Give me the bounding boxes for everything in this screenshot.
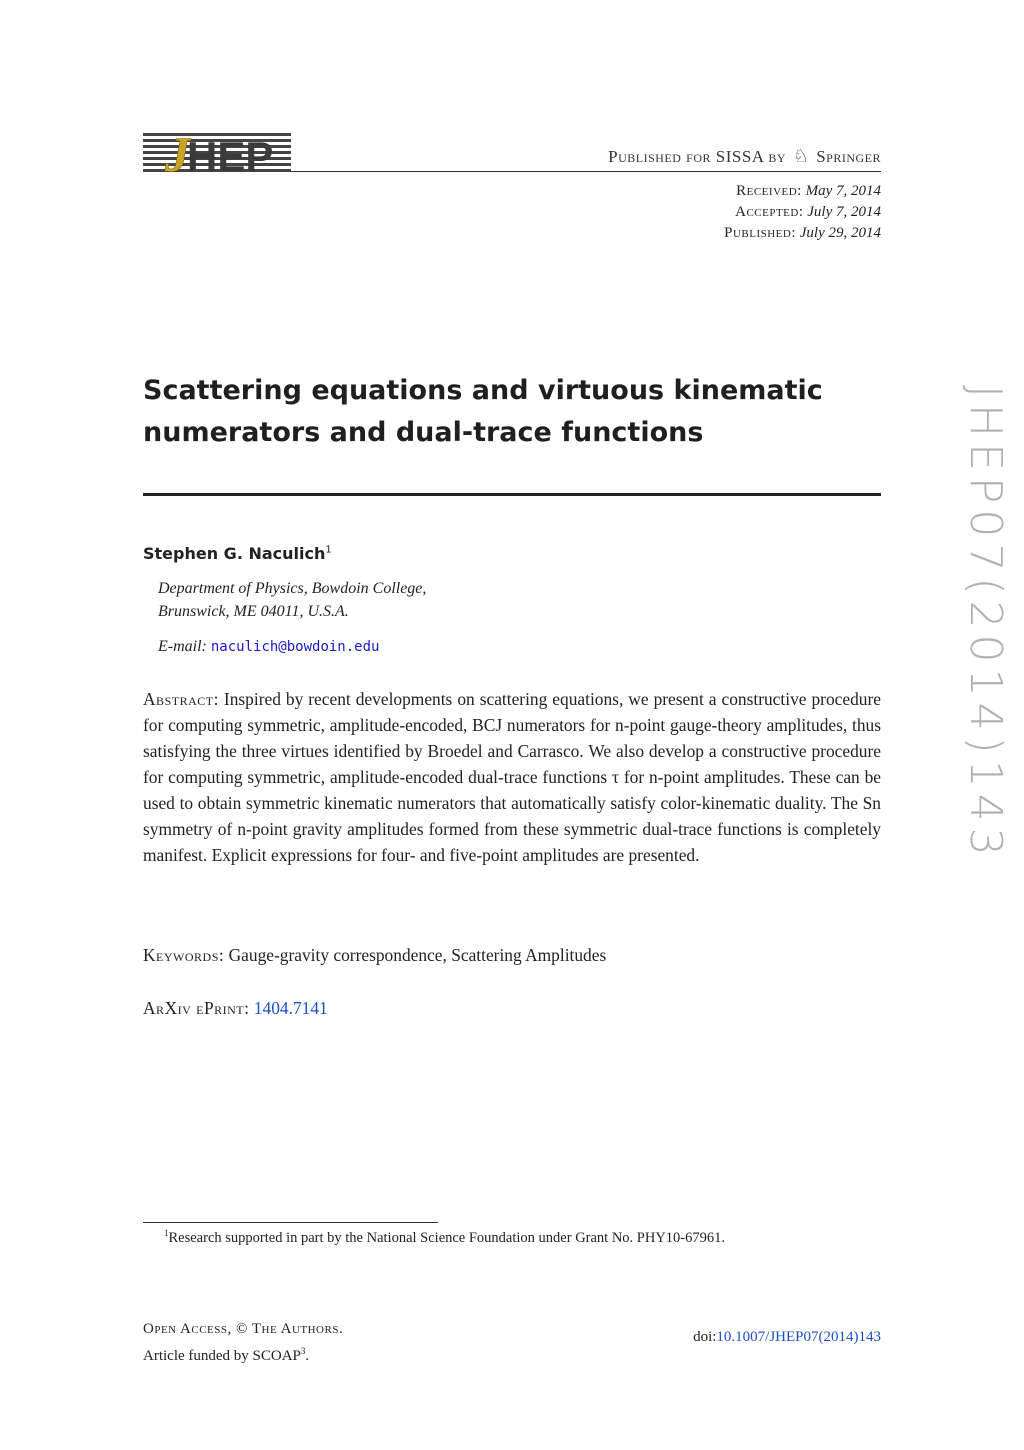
springer-icon: ♘ (792, 146, 810, 166)
doi-line (693, 1329, 881, 1346)
springer-name: Springer (816, 147, 881, 166)
paper-title (143, 370, 843, 454)
open-access-notice (143, 1318, 343, 1367)
affiliation (158, 577, 426, 623)
keywords (143, 945, 606, 966)
footnote (164, 1228, 725, 1247)
open-access-text: Open Access, © The Authors. (143, 1321, 344, 1337)
keywords-text: Gauge-gravity correspondence, Scattering Amplitudes (228, 945, 607, 965)
funding-line: Article funded by SCOAP$^3$. (143, 1346, 310, 1364)
header-rule (290, 171, 881, 172)
abstract-text: Inspired by recent developments on scattering equations, we present a constructive procedure for computing symmetric, amplitude-encoded, BCJ numerators for n-point gauge-theory amplitudes, thus satisfying the three virtues identified by Broedel and Carrasco. We also develop a constructive procedure for computing symmetric, amplitude-encoded dual-trace functions τ for n-point amplitudes. These can be used to obtain symmetric kinematic numerators that automatically satisfy color-kinematic duality. The Sn symmetry of n-point gravity amplitudes formed from these symmetric dual-trace functions is completely manifest. Explicit expressions for four- and five-point amplitudes are presented. (143, 689, 881, 865)
doi-link[interactable]: 10.1007/JHEP07(2014)143 (716, 1329, 881, 1345)
published-for-text: Published for SISSA by (608, 147, 787, 166)
published-date: Published: July 29, 2014 (724, 225, 881, 241)
publication-dates (724, 181, 881, 244)
publisher-line (608, 146, 881, 167)
jhep-logo (143, 131, 293, 191)
jhep-logo-j: J (165, 131, 190, 182)
abstract-label: Abstract: (143, 689, 219, 709)
arxiv-eprint (143, 998, 328, 1019)
doi-label: doi: (693, 1329, 717, 1345)
title-rule (143, 493, 881, 496)
accepted-date: Accepted: July 7, 2014 (735, 204, 881, 220)
eprint-label: ArXiv ePrint: (143, 998, 250, 1018)
abstract (143, 686, 881, 868)
affiliation-line-2: Brunswick, ME 04011, U.S.A. (158, 603, 349, 620)
title-line-2: numerators and dual-trace functions (143, 417, 704, 448)
footnote-mark: 1 (164, 1228, 169, 1238)
eprint-link[interactable]: 1404.7141 (253, 998, 328, 1018)
keywords-label: Keywords: (143, 945, 225, 965)
side-journal-id: JHEP07(2014)143 (960, 385, 1011, 862)
author-footnote-mark: 1 (325, 544, 332, 556)
title-line-1: Scattering equations and virtuous kinematic (143, 375, 823, 406)
email-link[interactable]: naculich@bowdoin.edu (210, 639, 380, 655)
footnote-text: Research supported in part by the National Science Foundation under Grant No. PHY10-67961. (168, 1229, 726, 1246)
footnote-rule (143, 1222, 438, 1223)
author-name: Stephen G. Naculich$^1$ (143, 544, 332, 563)
email-label: E-mail: (158, 638, 207, 655)
affiliation-line-1: Department of Physics, Bowdoin College, (158, 580, 427, 597)
email-line (158, 638, 379, 656)
jhep-logo-hep: HEP (187, 133, 274, 180)
received-date: Received: May 7, 2014 (736, 183, 881, 199)
